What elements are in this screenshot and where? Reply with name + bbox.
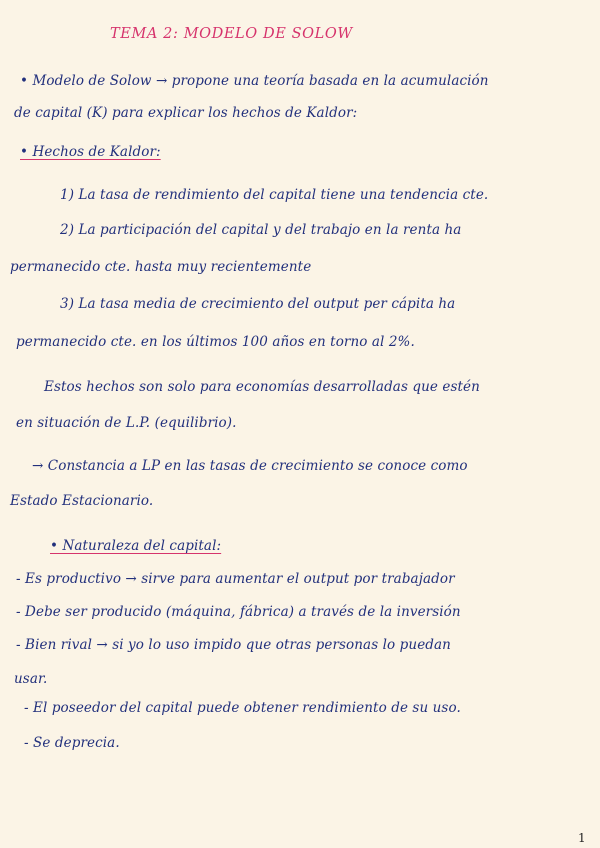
note-line: 3) La tasa media de crecimiento del output per cápita ha bbox=[60, 296, 456, 312]
note-line: en situación de L.P. (equilibrio). bbox=[16, 415, 237, 431]
note-line: • Modelo de Solow → propone una teoría basada en la acumulación bbox=[20, 73, 489, 89]
section-heading: • Naturaleza del capital: bbox=[50, 538, 222, 554]
page-title: TEMA 2: MODELO DE SOLOW bbox=[110, 26, 353, 42]
note-line: - Es productivo → sirve para aumentar el output por trabajador bbox=[16, 571, 455, 587]
page-number: 1 bbox=[578, 831, 586, 845]
note-line: de capital (K) para explicar los hechos de Kaldor: bbox=[14, 105, 358, 121]
note-line: - Bien rival → si yo lo uso impido que otras personas lo puedan bbox=[16, 637, 451, 653]
note-line: 1) La tasa de rendimiento del capital tiene una tendencia cte. bbox=[60, 187, 489, 203]
section-heading: • Hechos de Kaldor: bbox=[20, 144, 161, 160]
note-line: permanecido cte. en los últimos 100 años en torno al 2%. bbox=[16, 334, 415, 350]
note-line: usar. bbox=[14, 671, 48, 687]
note-line: → Constancia a LP en las tasas de crecimiento se conoce como bbox=[32, 458, 468, 474]
note-line: - Se deprecia. bbox=[24, 735, 120, 751]
note-line: - El poseedor del capital puede obtener rendimiento de su uso. bbox=[24, 700, 461, 716]
note-line: permanecido cte. hasta muy recientemente bbox=[10, 259, 312, 275]
note-line: Estos hechos son solo para economías desarrolladas que estén bbox=[44, 379, 480, 395]
note-line: - Debe ser producido (máquina, fábrica) a través de la inversión bbox=[16, 604, 461, 620]
note-line: Estado Estacionario. bbox=[10, 493, 154, 509]
note-line: 2) La participación del capital y del trabajo en la renta ha bbox=[60, 222, 462, 238]
